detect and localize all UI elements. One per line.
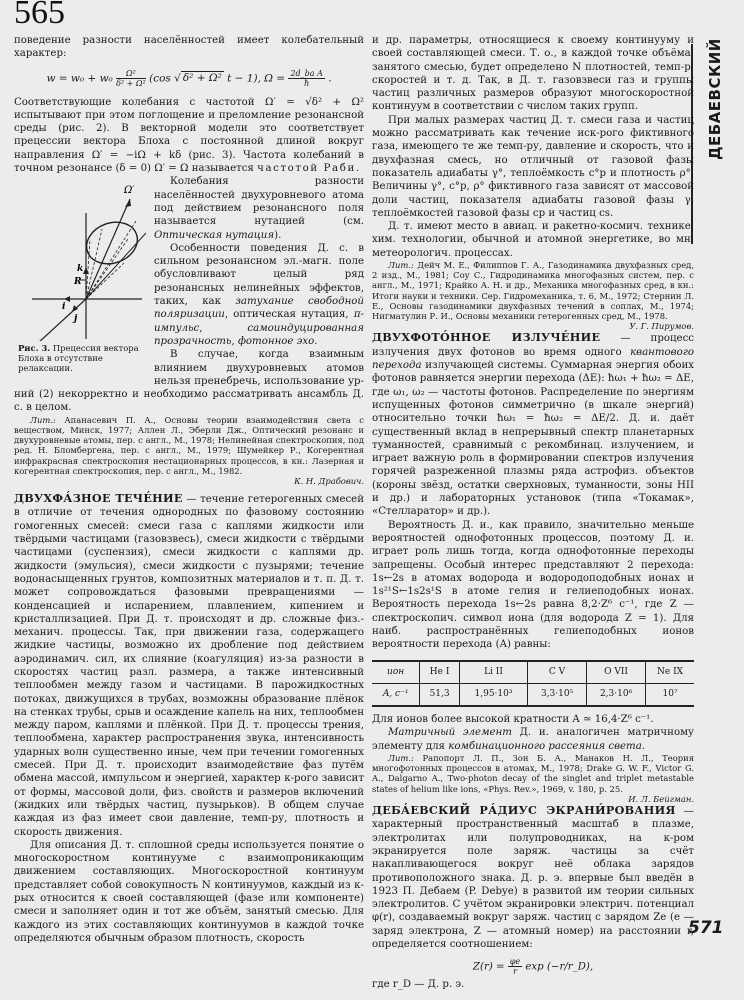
table-cell: 2,3·10⁶ — [587, 683, 646, 706]
equation-rhs: exp (−r/r_D), — [525, 961, 594, 973]
matrix-end: . — [641, 740, 646, 752]
debye-where: где r_D — Д. р. э. — [372, 979, 465, 991]
fraction-den: δ² + Ω² — [116, 78, 146, 88]
fictitious-gas-paragraph: При малых размерах частиц Д. т. смеси газа и частиц можно рассматривать как течение иск-рого фиктивного газа, имеющего те же темп-ру, давление и скорость, что и двухфазная смесь, но отличный от газовой фазы показатель адиабаты γ°, теплоёмкость c°p и плотность ρ°. Величины γ°, c°p, ρ° фиктивного газа зависят от массовой доли частиц, показателя адиабаты газовой фазы γ, теплоёмкостей газовой фазы cp и частиц cs. — [372, 114, 694, 219]
figure-caption — [18, 343, 144, 373]
equation-lhs: Z(r) = — [472, 961, 505, 973]
lit-label: Лит.: — [30, 414, 56, 425]
fraction2-num: 2d_ba A — [290, 68, 323, 78]
table-row — [372, 683, 694, 706]
page-number-bottom: 571 — [688, 918, 724, 938]
link-optical-nutation[interactable]: Оптическая нутация — [154, 229, 275, 241]
fraction-num: Ω² — [116, 69, 146, 79]
table-header: Li II — [459, 661, 527, 684]
lit-text: Дейч М. Е., Филиппов Г. А., Газодинамика двухфазных сред, 2 изд., М., 1981; Соу С., Гидродинамика многофазных систем, пер. с англ., М., 1971; Крайко А. Н. и др., Механика многофазных сред, в кн.: Итоги науки и техники. Сер. Гидромеханика, т. 6, М., 1972; Стернин Л. Е., Основы газодинамики двухфазных течений в соплах, М., 1974; Нигматулин Р. И., Основы механики гетерогенных сред, М., 1978. — [372, 260, 694, 322]
nonlinear-text: Особенности поведения Д. с. в сильном резонансном эл.-магн. поле обусловливают целый ряд резонансных нелинейных эффектов, таких, как — [154, 242, 364, 308]
headword-two-phase-flow: ДВУХФА́ЗНОЕ ТЕЧЕ́НИЕ — [14, 491, 183, 506]
formula-lhs: w = w₀ + w₀ — [46, 72, 113, 85]
link-photon-echo[interactable]: фотонное эхо — [237, 335, 315, 347]
table-cell: 10⁷ — [646, 683, 694, 706]
matrix-element-paragraph — [372, 726, 694, 753]
lit-label: Лит.: — [388, 753, 414, 764]
label-k: k — [77, 264, 84, 275]
nutation-end: ). — [274, 229, 282, 241]
rabi-formula — [14, 69, 364, 88]
references-2 — [372, 260, 694, 321]
author-2: У. Г. Пирумов. — [629, 321, 694, 332]
label-i: i — [62, 302, 66, 313]
omega-vector — [86, 199, 130, 299]
page-number-top: 565 — [14, 0, 65, 31]
formula-end: . — [328, 72, 332, 85]
table-cell: 3,3·10⁵ — [528, 683, 587, 706]
lit-label: Лит.: — [388, 260, 414, 271]
table-header: C V — [528, 661, 587, 684]
table-header-row — [372, 661, 694, 684]
ion-probability-table — [372, 660, 694, 708]
bloch-vector-diagram — [14, 181, 146, 341]
lit-text: Рапопорт Л. П., Зон Б. А., Манаков Н. Л., Теория многофотонных процессов в атомах, М., 1978; Drake G. W. F., Victor G. A., Dalgarno A., Two-photon decay of the singlet and triplet metastable states of helium like ions, «Phys. Rev.», 1969, v. 180, p. 25. — [372, 753, 694, 794]
table-cell: 51,3 — [420, 683, 460, 706]
caption-label: Рис. 3. — [18, 343, 51, 354]
headword-two-photon: ДВУХФОТО́ННОЕ ИЗЛУЧЕ́НИЕ — [372, 330, 601, 345]
nonlinear-mid: , оптическая нутация, — [224, 309, 354, 321]
equation-den: r — [513, 967, 517, 977]
fraction2-den: ħ — [304, 78, 310, 88]
link-matrix-element[interactable]: Матричный элемент — [388, 727, 512, 739]
author-1: К. Н. Драбович. — [294, 475, 364, 486]
nutation-text: Колебания разности населённостей двухуровневого атома под действием резонансного поля называется нутацией (см. — [154, 176, 364, 228]
dashed-3 — [86, 239, 128, 299]
formula-fraction-2 — [288, 69, 324, 88]
entry-two-photon — [372, 331, 694, 518]
nonlinear-paragraph: Особенности поведения Д. с. в сильном резонансном эл.-магн. поле обусловливают целый ряд резонансных нелинейных эффектов, таких, как затухание свободной поляризации, оптическая нутация, π-импульс, самоиндуцированная прозрачность, фотонное эхо. — [154, 242, 364, 347]
intro-paragraph: поведение разности населённостей имеет колебательный характер: — [14, 35, 364, 60]
caption-text: Прецессия вектора Блоха в отсутствие релаксации. — [18, 343, 139, 374]
applications-paragraph: Д. т. имеют место в авиац. и ракетно-космич. технике, хим. технологии, обычной и атомной энергетике, во мн. метеорологич. процессах. — [372, 221, 694, 259]
references-1 — [14, 415, 364, 476]
table-cell: A, с⁻¹ — [382, 688, 409, 699]
table-header: O VII — [587, 661, 646, 684]
formula-cos: (cos √ — [149, 72, 181, 85]
debye-body: — характерный пространственный масштаб в плазме, электролитах или полупроводниках, на к-ром экранируется поле заряж. частицы за счёт накапливающегося вокруг неё облака зарядов противоположного знака. Д. р. э. впервые был введён в 1923 П. Дебаем (P. Debye) в развитой им теории сильных электролитов. С учётом экранировки электрич. потенциал φ(r), создаваемый вокруг заряж. частиц с зарядом Ze (e — заряд электрона, Z — атомный номер) на расстоянии r, определяется соотношением: — [372, 806, 694, 951]
j-arrowhead — [72, 305, 78, 312]
rabi-end: . — [355, 163, 360, 175]
formula-after: t − 1), Ω = — [227, 72, 286, 85]
right-column — [372, 34, 694, 992]
continuum-paragraph: и др. параметры, относящиеся к своему континууму и своей составляющей смеси. Т. о., в каждой точке объёма, занятого смесью, будет определено N плотностей, темп-р, скоростей и т. д. Так, в Д. т. газовзвеси газ и группы частиц различных размеров образуют многоскоростной континуум в соответствии с числом таких групп. — [372, 35, 694, 113]
rabi-frequency-term: частотой Раби — [257, 163, 356, 175]
rabi-text: Соответствующие колебания с частотой Ω′ = √δ² + Ω² испытывают при этом поглощение и преломление резонансной среды (рис. 2). В векторной модели это соответствует прецессии вектора Блоха с постоянной длиной вокруг направления Ω′ = −iΩ + kδ (рис. 3). Частота колебаний в точном резонансе (δ = 0) Ω′ = Ω называется — [14, 96, 364, 175]
table-header: ион — [372, 661, 420, 684]
link-pi-pulse[interactable]: π-импульс — [154, 309, 364, 334]
running-head-text: ДЕБАЕВСКИЙ — [706, 38, 724, 160]
figure-3 — [14, 177, 146, 381]
link-free-induction-decay[interactable]: затухание свободной поляризации — [154, 296, 364, 321]
dashed-4 — [86, 263, 124, 299]
probability-paragraph: Вероятность Д. и., как правило, значительно меньше вероятностей однофотонных процессов, поэтому Д. и. играет роль лишь тогда, когда однофотонные переходы запрещены. Особый интерес представляют 2 перехода: 1s←2s в атомах водорода и водородоподобных ионах и 1s²¹S←1s2s¹S в атоме гелия и гелиеподобных ионах. Вероятность перехода 1s←2s равна 8,2·Z⁶ с⁻¹, где Z — спектроскопич. символ иона (для водорода Z = 1). Для наиб. распространённых гелиеподобных ионов вероятности перехода (A) равны: — [372, 519, 694, 651]
debye-equation — [372, 957, 694, 976]
two-phase-paragraph-2: Для описания Д. т. сплошной среды используется понятие о многоскоростном континууме с взаимопроникающим движением составляющих. Многоскоростной континуум представляет собой совокупность N континуумов, каждый из к-рых относится к своей составляющей (фазе или компоненте) смеси и заполняет один и тот же объём, занятый смесью. Для каждого из этих составляющих континуумов в каждой точке определяются обычным образом плотность, скорость — [14, 839, 364, 944]
two-phase-body-1: — течение гетерогенных смесей в отличие от течения однородных по фазовому состоянию гомогенных смесей: смеси газа с каплями жидкости или твёрдыми частицами (газовзвесь), смеси жидкости с твёрдыми частицами (суспензия), смеси жидкости с каплями др. жидкости (эмульсия), смеси жидкости с пузырями; течение водонасыщенных грунтов, композитных материалов и т. п. Д. т. может сопровождаться фазовыми превращениями — конденсацией и испарением, плавлением, кипением и кристаллизацией. При Д. т. происходят и др. сложные физ.-механич. процессы. Так, при движении газа, содержащего жидкие частицы, возможно их дробление под действием аэродинамич. сил, их слияние (коагуляция) из-за разности в скоростях частиц разл. размера, а также интенсивный теплообмен между газом и частицами. В парожидкостных потоках, движущихся в трубах, возможны образование плёнок на стенках трубы, срыв и осаждение капель на них, теплообмен между паром, каплями и плёнкой. При Д. т. процессы трения, теплообмена, характер распространения звука, интенсивность ударных волн существенно иные, чем при течении гомогенных смесей. При Д. т. происходит взаимодействие фаз путём обмена массой, импульсом и энергией, характер к-рого зависит от формы, массовой доли, физ. свойств и размеров включений (жидких или твёрдых частиц, пузырьков). В общем случае каждая из фаз имеет свои давление, темп-ру, плотность и скорость движения. — [14, 494, 364, 838]
two-photon-body: излучающей системы. Суммарная энергия обоих фотонов равняется энергии перехода (ΔE): ħω₁ + ħω₂ = ΔE, где ω₁, ω₂ — частоты фотонов. Распределение по энергиям испущенных фотонов симметрично (в шкале энергий) относительно точки ħω₁ = ħω₂ = ΔE/2. Д. и. даёт существенный вклад в непрерывный спектр планетарных туманностей, сравнимый с рекомбинац. излучением, и играет важную роль в формировании спектров излучения горячей разреженной плазмы ряда астрофиз. объектов (короны звёзд, остатки сверхновых, туманности, зоны HII и др.) и лабораторных установок (типа «Токамак», «Стелларатор» и др.). — [372, 360, 694, 518]
omega-arrowhead — [125, 199, 131, 207]
table-header: Ne IX — [646, 661, 694, 684]
headword-debye-radius: ДЕБА́ЕВСКИЙ РА́ДИУС ЭКРАНИ́РОВАНИЯ — [372, 803, 676, 818]
entry-debye-radius — [372, 804, 694, 951]
higher-ions-paragraph: Для ионов более высокой кратности A ≃ 16,4·Z⁶ с⁻¹. — [372, 714, 654, 726]
lit-text: Апанасевич П. А., Основы теории взаимодействия света с веществом, Минск, 1977; Аллен Л., Эберли Дж., Оптический резонанс и двухуровневые атомы, пер. с англ., М., 1978; Нелинейная спектроскопия, под ред. Н. Бломбергена, пер. с англ., М., 1979; Шумейкер Р., Когерентная инфракрасная спектроскопия нестационарных процессов, в кн.: Лазерная и когерентная спектроскопия, пер. с англ., М., 1982. — [14, 414, 364, 476]
running-head — [700, 38, 730, 160]
formula-sqrt: δ² + Ω² — [182, 72, 222, 85]
link-self-induced-transparency[interactable]: самоиндуцированная прозрачность — [154, 322, 364, 347]
label-r: R — [74, 277, 82, 288]
table-cell: 1,95·10³ — [459, 683, 527, 706]
references-3 — [372, 753, 694, 794]
two-photon-intro: — процесс излучения двух фотонов во время одного — [372, 333, 694, 358]
table-header: He I — [420, 661, 460, 684]
label-j: j — [74, 314, 78, 325]
author-3: И. Л. Бейгман. — [628, 793, 694, 804]
link-raman-scattering[interactable]: комбинационного рассеяния света — [448, 740, 642, 752]
formula-fraction — [116, 69, 146, 88]
ensemble-paragraph: В случае, когда взаимным влиянием двухуровневых атомов нельзя пренебречь, использование ур-ний (2) некорректно и необходимо рассматривать ансамбль Д. с. в целом. — [14, 349, 364, 414]
matrix-text: Д. и. аналогичен матричному элементу для — [372, 727, 694, 752]
equation-num: φe — [509, 957, 521, 967]
left-column — [14, 34, 364, 945]
equation-fraction — [508, 957, 522, 976]
entry-two-phase-flow — [14, 492, 364, 839]
label-omega: Ω′ — [124, 185, 135, 197]
link-quantum-transition[interactable]: квантового перехода — [372, 346, 694, 372]
